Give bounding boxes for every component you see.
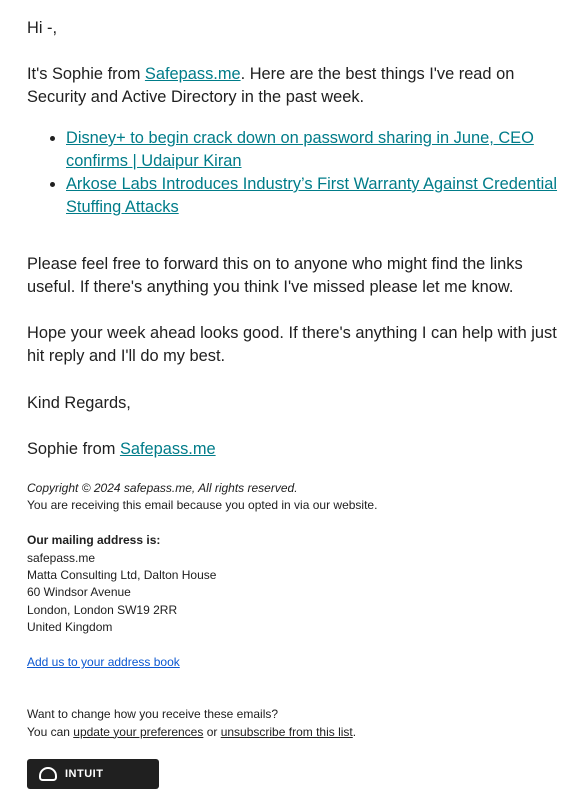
article-link-disney[interactable]: Disney+ to begin crack down on password sharing in June, CEO confirms | Udaipur Kiran	[66, 129, 534, 170]
intro-text: It's Sophie from	[27, 65, 145, 83]
address-line: United Kingdom	[27, 620, 113, 635]
preferences-line	[27, 724, 557, 741]
address-line: 60 Windsor Avenue	[27, 585, 131, 600]
change-preferences-text: Want to change how you receive these emails?	[27, 707, 279, 722]
add-to-address-book-link[interactable]: Add us to your address book	[27, 655, 180, 670]
update-preferences-link[interactable]: update your preferences	[73, 724, 204, 739]
period-text: .	[352, 724, 357, 739]
address-line: safepass.me	[27, 550, 96, 565]
intuit-mailchimp-badge[interactable]	[27, 759, 159, 789]
unsubscribe-link[interactable]: unsubscribe from this list	[220, 724, 353, 739]
mailchimp-logo-icon	[39, 767, 57, 781]
article-link-arkose[interactable]: Arkose Labs Introduces Industry’s First Warranty Against Credential Stuffing Attacks	[66, 175, 558, 216]
greeting: Hi -,	[27, 19, 58, 37]
signoff-text: Sophie from	[27, 440, 120, 458]
address-line: Matta Consulting Ltd, Dalton House	[27, 568, 217, 583]
safepass-link[interactable]: Safepass.me	[144, 65, 241, 83]
opt-in-reason: You are receiving this email because you opted in via our website.	[27, 498, 378, 513]
signoff-safepass-link[interactable]: Safepass.me	[119, 440, 216, 458]
or-text: or	[203, 724, 221, 739]
forward-paragraph: Please feel free to forward this on to anyone who might find the links useful. If there's anything you think I've missed please let me know.	[27, 255, 523, 296]
hope-paragraph: Hope your week ahead looks good. If there's anything I can help with just hit reply and I'll do my best.	[27, 324, 557, 365]
intro-paragraph	[27, 63, 557, 109]
badge-label: INTUIT	[65, 768, 104, 780]
address-line: London, London SW19 2RR	[27, 602, 178, 617]
regards: Kind Regards,	[27, 394, 131, 412]
list-item	[66, 173, 580, 219]
list-item	[66, 127, 580, 173]
footer	[27, 480, 557, 741]
mailing-address-heading: Our mailing address is:	[27, 533, 161, 548]
copyright: Copyright © 2024 safepass.me, All rights reserved.	[27, 481, 298, 495]
signoff	[27, 438, 557, 461]
article-list	[27, 127, 580, 219]
intro-text-rest: . Here are the best things I've read on Security and Active Directory in the past week.	[27, 65, 515, 106]
you-can-text: You can	[27, 724, 74, 739]
